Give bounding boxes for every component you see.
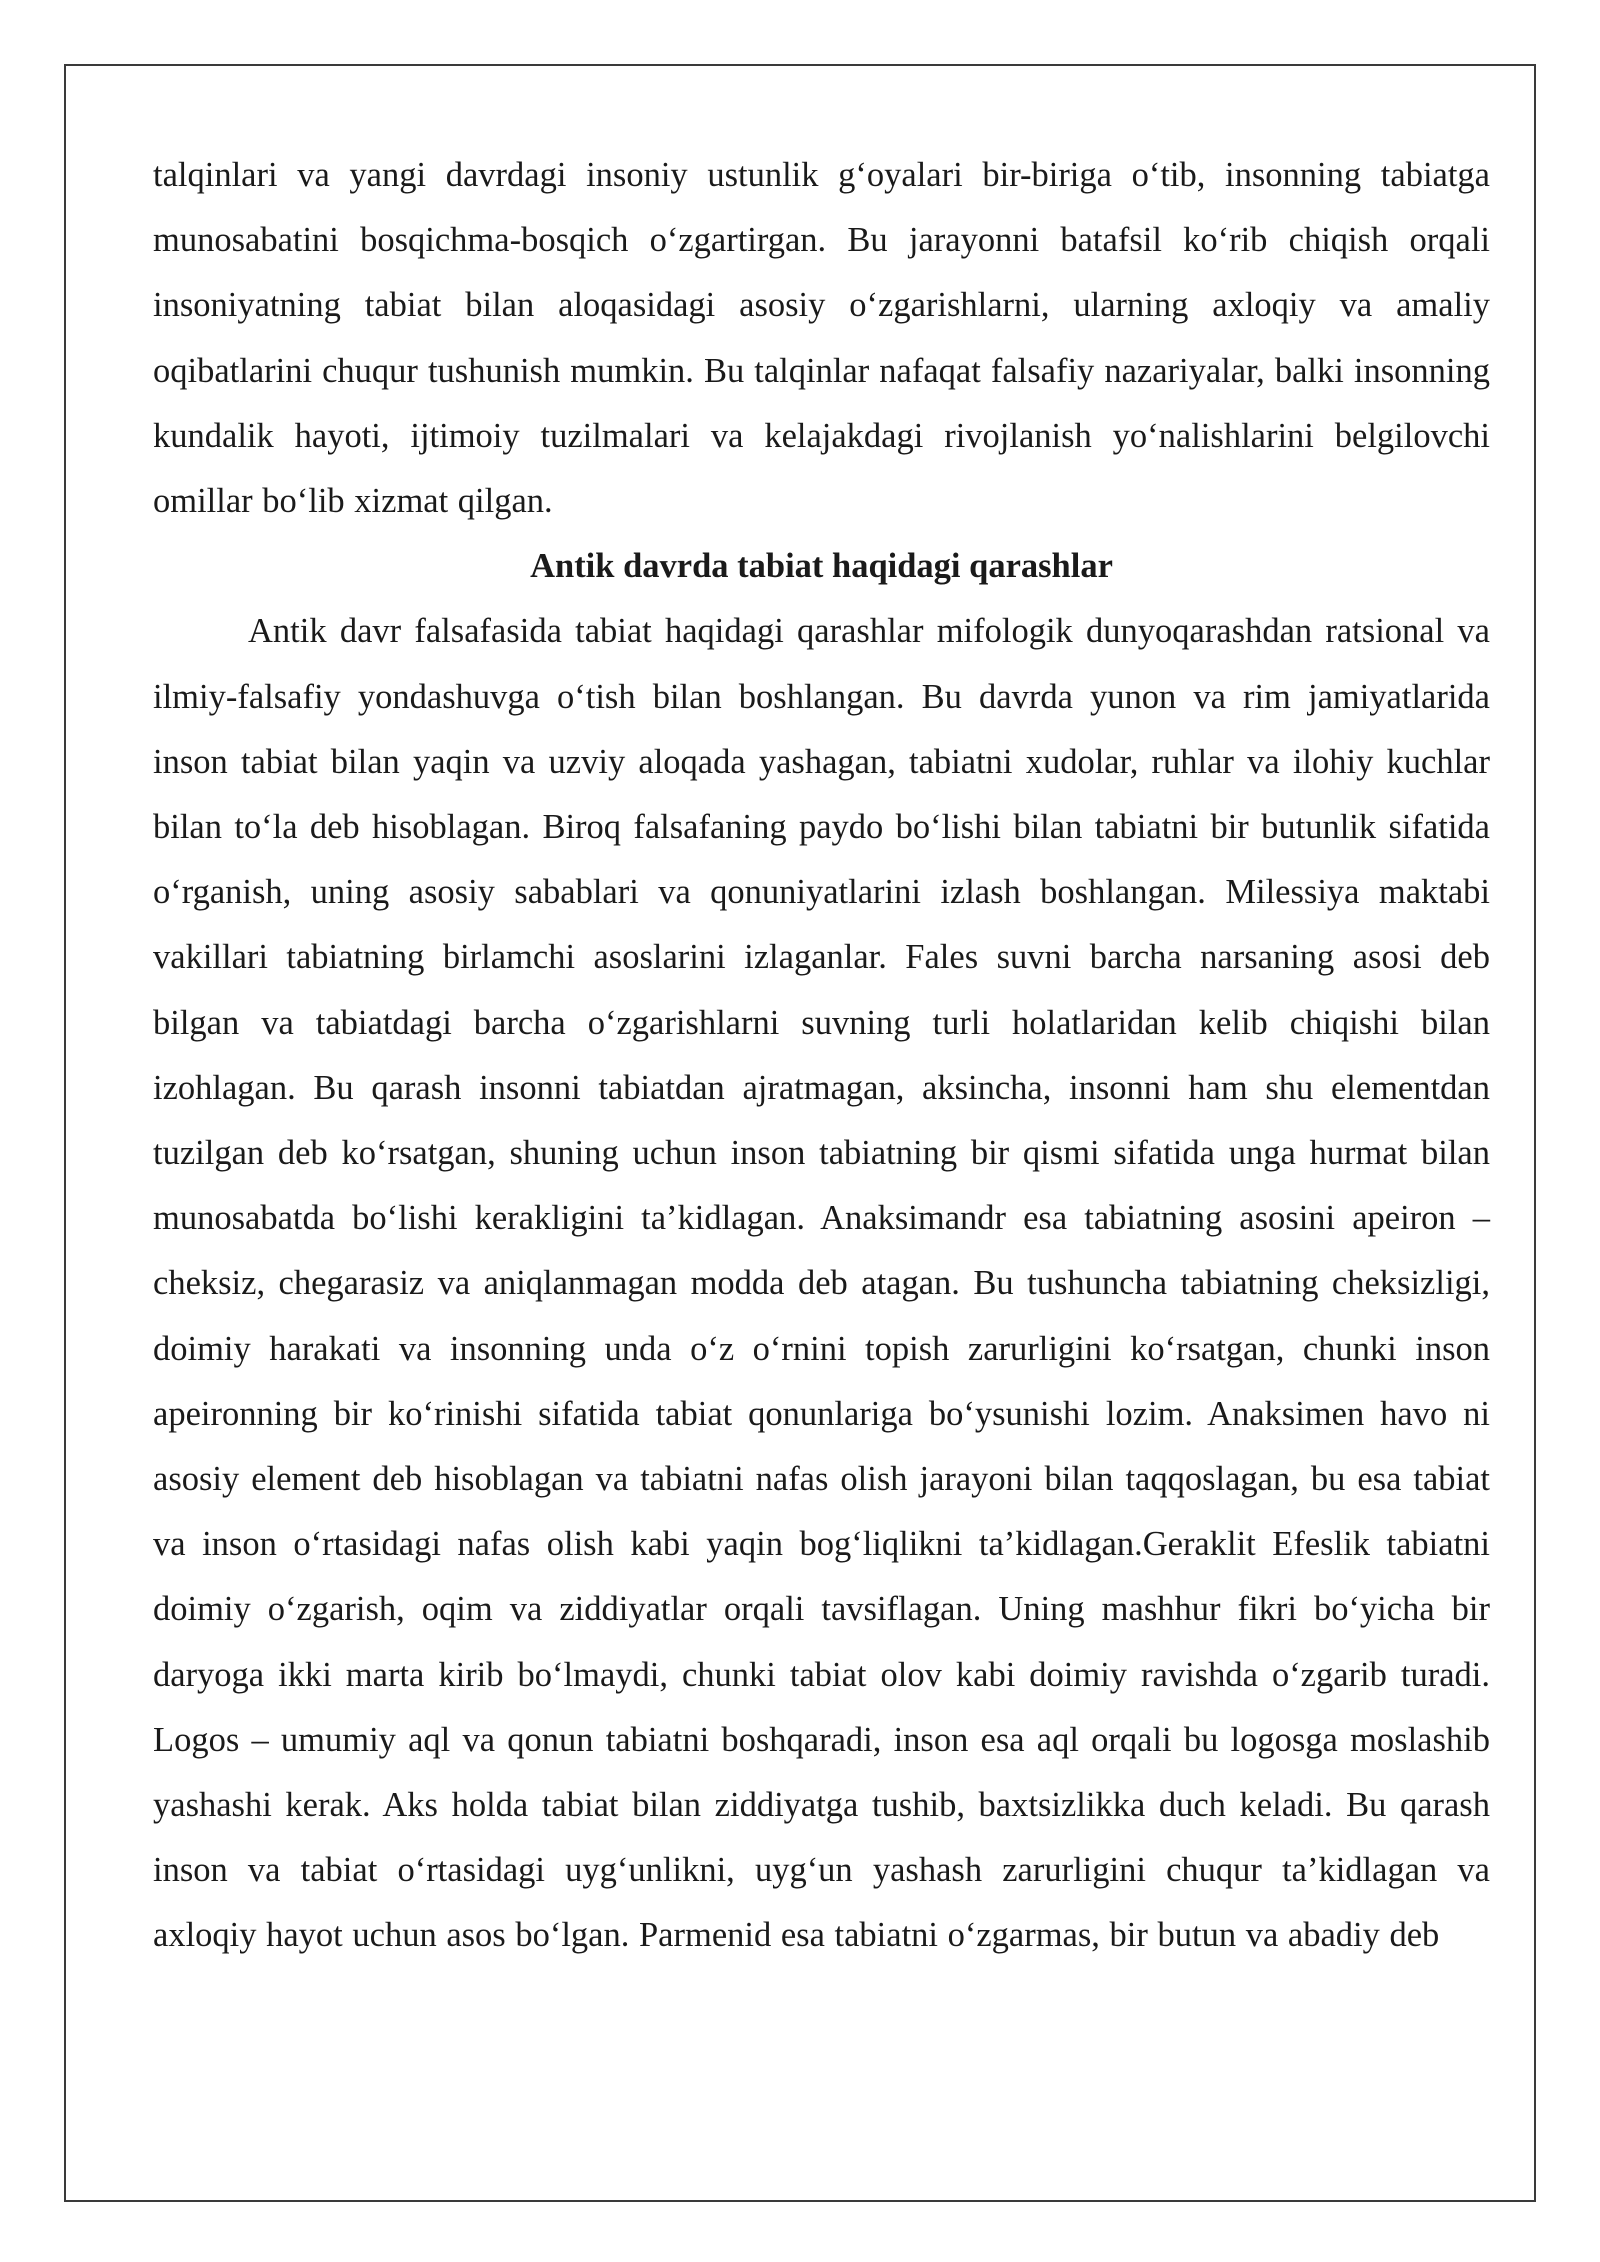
body-paragraph: Antik davr falsafasida tabiat haqidagi qarashlar mifologik dunyoqarashdan ratsional va ilmiy-falsafiy yondashuvga o‘tish bilan boshlangan. Bu davrda yunon va rim jamiyatlarida inson tabiat bilan yaqin va uzviy aloqada yashagan, tabiatni xudolar, ruhlar va ilohiy kuchlar bilan to‘la deb hisoblagan. Biroq falsafaning paydo bo‘lishi bilan tabiatni bir butunlik sifatida o‘rganish, uning asosiy sabablari va qonuniyatlarini izlash boshlangan. Milessiya maktabi vakillari tabiatning birlamchi asoslarini izlaganlar. Fales suvni barcha narsaning asosi deb bilgan va tabiatdagi barcha o‘zgarishlarni suvning turli holatlaridan kelib chiqishi bilan izohlagan. Bu qarash insonni tabiatdan ajratmagan, aksincha, insonni ham shu elementdan tuzilgan deb ko‘rsatgan, shuning uchun inson tabiatning bir qismi sifatida unga hurmat bilan munosabatda bo‘lishi kerakligini ta’kidlagan. Anaksimandr esa tabiatning asosini apeiron – cheksiz, chegarasiz va aniqlanmagan modda deb atagan. Bu tushuncha tabiatning cheksizligi, doimiy harakati va insonning unda o‘z o‘rnini topish zarurligini ko‘rsatgan, chunki inson apeironning bir ko‘rinishi sifatida tabiat qonunlariga bo‘ysunishi lozim. Anaksimen havo ni asosiy element deb hisoblagan va tabiatni nafas olish jarayoni bilan taqqoslagan, bu esa tabiat va inson o‘rtasidagi nafas olish kabi yaqin bog‘liqlikni ta’kidlagan.Geraklit Efeslik tabiatni doimiy o‘zgarish, oqim va ziddiyatlar orqali tavsiflagan. Uning mashhur fikri bo‘yicha bir daryoga ikki marta kirib bo‘lmaydi, chunki tabiat olov kabi doimiy ravishda o‘zgarib turadi. Logos – umumiy aql va qonun tabiatni boshqaradi, inson esa aql orqali bu logosga moslashib yashashi kerak. Aks holda tabiat bilan ziddiyatga tushib, baxtsizlikka duch keladi. Bu qarash inson va tabiat o‘rtasidagi uyg‘unlikni, uyg‘un yashash zarurligini chuqur ta’kidlagan va axloqiy hayot uchun asos bo‘lgan. Parmenid esa tabiatni o‘zgarmas, bir butun va abadiy deb (153, 612, 1490, 1955)
section-heading: Antik davrda tabiat haqidagi qarashlar (530, 547, 1113, 586)
document-body (153, 143, 1490, 1969)
body-paragraph-continued: talqinlari va yangi davrdagi insoniy ustunlik g‘oyalari bir-biriga o‘tib, insonning tabiatga munosabatini bosqichma-bosqich o‘zgartirgan. Bu jarayonni batafsil ko‘rib chiqish orqali insoniyatning tabiat bilan aloqasidagi asosiy o‘zgarishlarni, ularning axloqiy va amaliy oqibatlarini chuqur tushunish mumkin. Bu talqinlar nafaqat falsafiy nazariyalar, balki insonning kundalik hayoti, ijtimoiy tuzilmalari va kelajakdagi rivojlanish yo‘nalishlarini belgilovchi omillar bo‘lib xizmat qilgan. (153, 156, 1490, 521)
